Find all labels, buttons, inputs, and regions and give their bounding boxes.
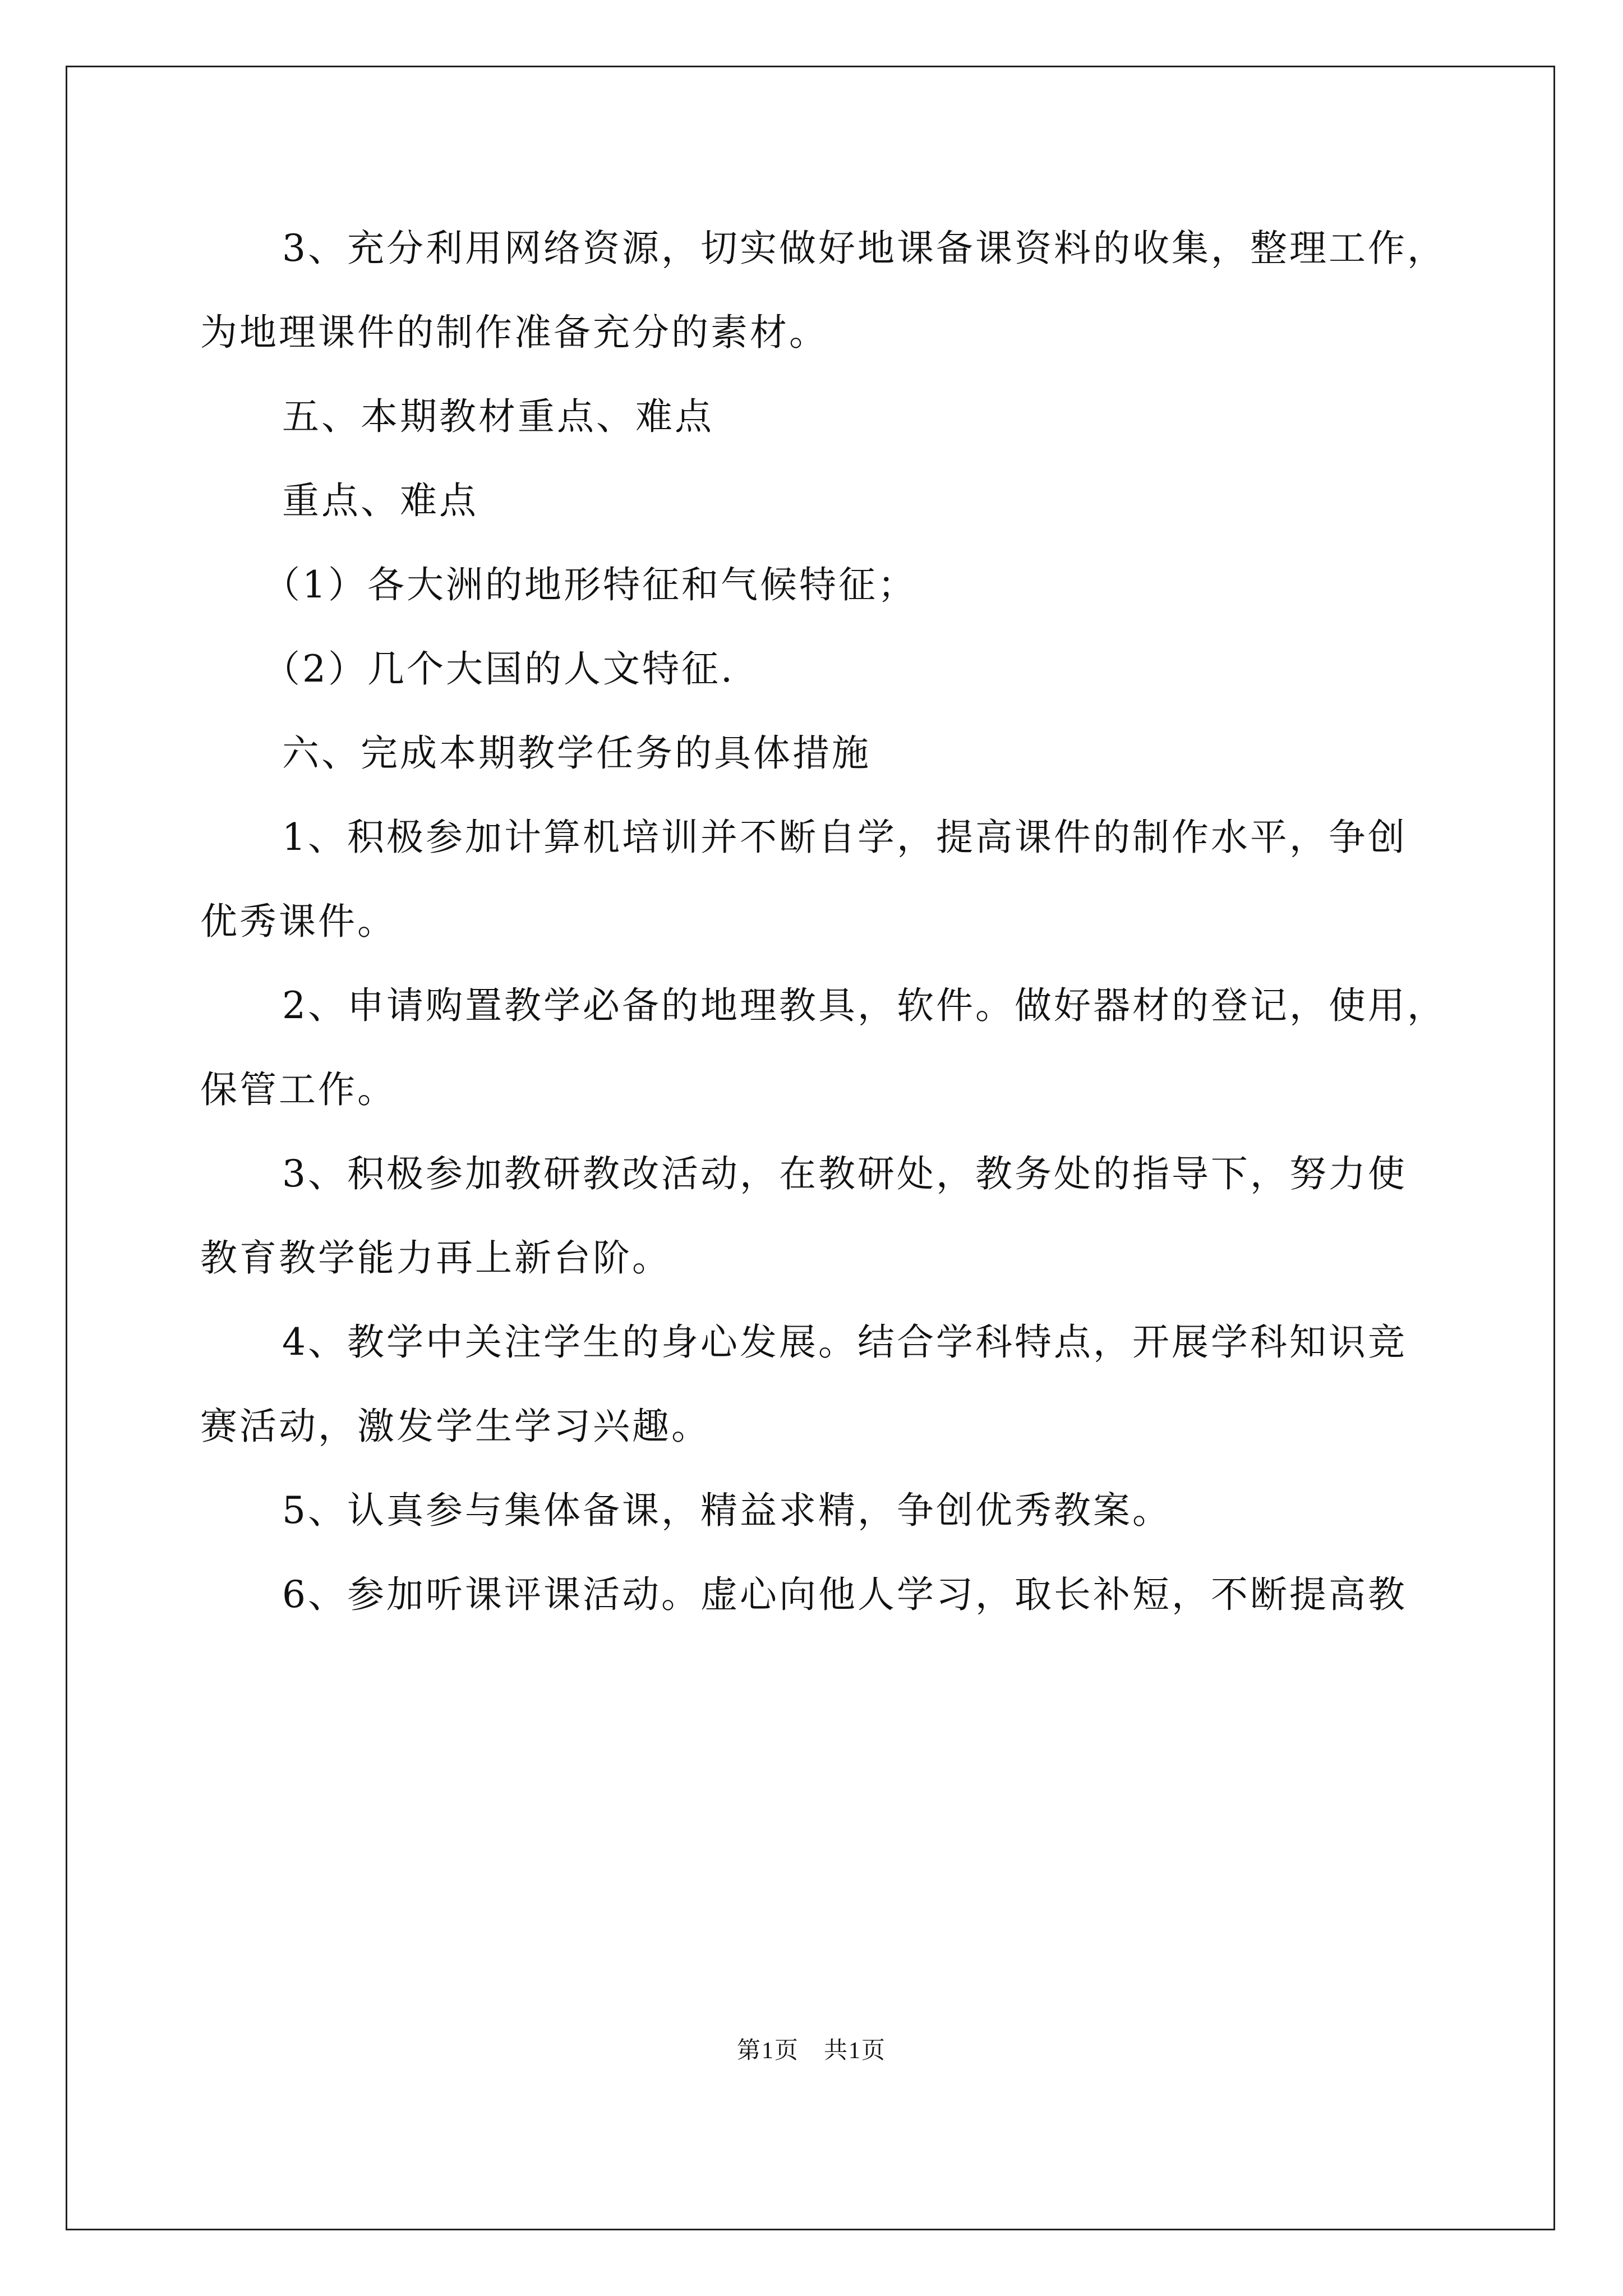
paragraph-line: 3、充分利用网络资源，切实做好地课备课资料的收集，整理工作， — [282, 227, 1446, 270]
paragraph-line: 为地理课件的制作准备充分的素材。 — [200, 311, 828, 354]
paragraph-line: 优秀课件。 — [200, 900, 396, 943]
paragraph-line: 6、参加听课评课活动。虚心向他人学习，取长补短，不断提高教 — [282, 1573, 1407, 1616]
section-heading: 五、本期教材重点、难点 — [282, 395, 714, 438]
section-heading: 六、完成本期教学任务的具体措施 — [282, 731, 871, 775]
paragraph-line: 5、认真参与集体备课，精益求精，争创优秀教案。 — [282, 1489, 1172, 1532]
paragraph-line: 赛活动，激发学生学习兴趣。 — [200, 1405, 711, 1448]
list-item: （2）几个大国的人文特征. — [263, 647, 735, 691]
subheading: 重点、难点 — [282, 479, 478, 522]
list-item: （1）各大洲的地形特征和气候特征； — [263, 563, 917, 606]
paragraph-line: 2、申请购置教学必备的地理教具，软件。做好器材的登记，使用， — [282, 984, 1446, 1027]
paragraph-line: 保管工作。 — [200, 1068, 396, 1111]
paragraph-line: 1、积极参加计算机培训并不断自学，提高课件的制作水平，争创 — [282, 816, 1407, 859]
page-footer: 第1页 共1页 — [736, 2038, 886, 2064]
paragraph-line: 4、教学中关注学生的身心发展。结合学科特点，开展学科知识竞 — [282, 1320, 1407, 1364]
paragraph-line: 3、积极参加教研教改活动，在教研处，教务处的指导下，努力使 — [282, 1152, 1407, 1195]
paragraph-line: 教育教学能力再上新台阶。 — [200, 1236, 671, 1280]
document-body — [200, 206, 1456, 1637]
